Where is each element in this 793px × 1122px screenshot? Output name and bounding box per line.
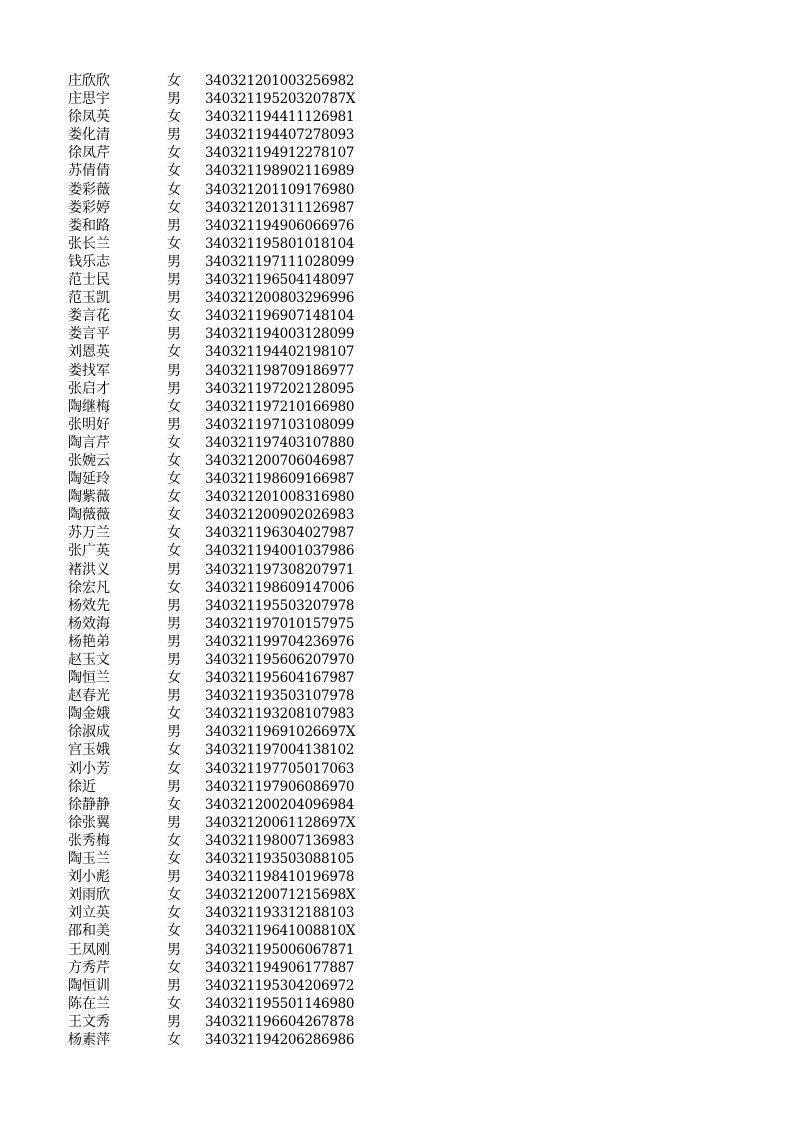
person-id-number: 340321198007136983 [205, 832, 355, 849]
table-row [0, 108, 793, 126]
person-gender: 女 [167, 163, 181, 180]
table-row [0, 90, 793, 108]
person-gender: 女 [167, 145, 181, 162]
person-id-number: 340321195501146980 [205, 995, 355, 1012]
person-id-number: 340321193208107983 [205, 706, 355, 723]
person-name: 刘恩英 [68, 344, 110, 361]
person-name: 张长兰 [68, 235, 110, 252]
table-row [0, 343, 793, 361]
table-row [0, 506, 793, 524]
person-gender: 男 [167, 869, 181, 886]
person-name: 陶薇薇 [68, 507, 110, 524]
person-name: 刘立英 [68, 905, 110, 922]
person-name: 陶金娥 [68, 706, 110, 723]
person-gender: 女 [167, 181, 181, 198]
person-id-number: 340321200204096984 [205, 796, 355, 813]
person-gender: 女 [167, 471, 181, 488]
person-gender: 男 [167, 688, 181, 705]
person-gender: 男 [167, 561, 181, 578]
person-id-number: 340321195503207978 [205, 597, 355, 614]
roster-table [0, 72, 793, 1049]
person-name: 王文秀 [68, 1013, 110, 1030]
person-gender: 女 [167, 525, 181, 542]
person-id-number: 340321197906086970 [205, 778, 355, 795]
person-id-number: 340321197210166980 [205, 398, 355, 415]
person-id-number: 340321198410196978 [205, 869, 355, 886]
person-gender: 女 [167, 959, 181, 976]
person-id-number: 340321201008316980 [205, 489, 355, 506]
table-row [0, 1031, 793, 1049]
person-gender: 女 [167, 760, 181, 777]
table-row [0, 778, 793, 796]
person-name: 娄化清 [68, 127, 110, 144]
person-gender: 女 [167, 796, 181, 813]
person-id-number: 340321194906177887 [205, 959, 355, 976]
table-row [0, 253, 793, 271]
person-gender: 男 [167, 91, 181, 108]
person-name: 徐静静 [68, 796, 110, 813]
person-name: 陶恒训 [68, 977, 110, 994]
person-id-number: 340321197202128095 [205, 380, 355, 397]
table-row [0, 687, 793, 705]
person-id-number: 340321200803296996 [205, 290, 355, 307]
person-name: 娄彩婷 [68, 199, 110, 216]
person-gender: 女 [167, 706, 181, 723]
table-row [0, 922, 793, 940]
person-id-number: 340321196604267878 [205, 1013, 355, 1030]
person-id-number: 340321201311126987 [205, 199, 355, 216]
person-gender: 男 [167, 778, 181, 795]
person-id-number: 340321194407278093 [205, 127, 355, 144]
person-id-number: 340321197403107880 [205, 434, 355, 451]
person-name: 杨效海 [68, 615, 110, 632]
person-id-number: 340321193503107978 [205, 688, 355, 705]
person-id-number: 34032120061128697X [205, 814, 356, 831]
table-row [0, 904, 793, 922]
person-id-number: 340321201003256982 [205, 73, 355, 89]
person-name: 杨艳弟 [68, 633, 110, 650]
person-name: 赵玉文 [68, 652, 110, 668]
person-id-number: 34032119641008810X [205, 923, 356, 940]
person-gender: 女 [167, 308, 181, 325]
person-gender: 女 [167, 905, 181, 922]
person-gender: 女 [167, 199, 181, 216]
table-row [0, 289, 793, 307]
person-name: 娄彩薇 [68, 181, 110, 198]
person-gender: 男 [167, 724, 181, 741]
person-name: 方秀芹 [68, 959, 110, 976]
person-name: 庄思宇 [68, 91, 110, 108]
person-name: 庄欣欣 [68, 73, 110, 89]
person-name: 张婉云 [68, 452, 110, 469]
person-gender: 女 [167, 1031, 181, 1048]
table-row [0, 886, 793, 904]
table-row [0, 271, 793, 289]
person-id-number: 340321196304027987 [205, 525, 355, 542]
person-name: 张广英 [68, 543, 110, 560]
person-id-number: 340321196504148097 [205, 272, 355, 289]
person-gender: 女 [167, 235, 181, 252]
table-row [0, 470, 793, 488]
table-row [0, 217, 793, 235]
person-id-number: 340321197004138102 [205, 742, 355, 759]
person-gender: 男 [167, 272, 181, 289]
person-name: 张秀梅 [68, 832, 110, 849]
table-row [0, 416, 793, 434]
person-gender: 女 [167, 995, 181, 1012]
person-name: 赵春光 [68, 688, 110, 705]
person-name: 陶恒兰 [68, 670, 110, 687]
person-gender: 男 [167, 597, 181, 614]
person-name: 徐近 [68, 778, 96, 795]
person-id-number: 340321197111028099 [205, 253, 355, 270]
person-gender: 男 [167, 615, 181, 632]
table-row [0, 850, 793, 868]
table-row [0, 307, 793, 325]
table-row [0, 597, 793, 615]
person-name: 娄和路 [68, 217, 110, 234]
person-name: 苏万兰 [68, 525, 110, 542]
person-gender: 男 [167, 127, 181, 144]
person-id-number: 340321197705017063 [205, 760, 355, 777]
person-gender: 女 [167, 851, 181, 868]
person-name: 刘小芳 [68, 760, 110, 777]
table-row [0, 434, 793, 452]
table-row [0, 995, 793, 1013]
person-id-number: 34032119520320787X [205, 91, 356, 108]
person-gender: 女 [167, 73, 181, 89]
table-row [0, 977, 793, 995]
person-id-number: 340321198709186977 [205, 362, 355, 379]
person-name: 邵和美 [68, 923, 110, 940]
person-gender: 女 [167, 923, 181, 940]
person-id-number: 340321193312188103 [205, 905, 355, 922]
person-name: 范玉凯 [68, 290, 110, 307]
person-id-number: 340321198902116989 [205, 163, 355, 180]
person-gender: 男 [167, 253, 181, 270]
table-row [0, 796, 793, 814]
person-name: 张明好 [68, 416, 110, 433]
person-name: 宫玉娥 [68, 742, 110, 759]
person-name: 娄言平 [68, 326, 110, 343]
table-row [0, 669, 793, 687]
person-gender: 女 [167, 507, 181, 524]
table-row [0, 488, 793, 506]
person-gender: 男 [167, 416, 181, 433]
table-row [0, 561, 793, 579]
table-row [0, 362, 793, 380]
person-name: 陶延玲 [68, 471, 110, 488]
person-id-number: 340321194906066976 [205, 217, 355, 234]
person-gender: 女 [167, 887, 181, 904]
person-name: 杨效先 [68, 597, 110, 614]
person-id-number: 340321195006067871 [205, 941, 355, 958]
person-gender: 女 [167, 434, 181, 451]
table-row [0, 615, 793, 633]
person-gender: 女 [167, 832, 181, 849]
person-id-number: 340321197010157975 [205, 615, 355, 632]
person-id-number: 340321195606207970 [205, 652, 355, 668]
table-row [0, 1013, 793, 1031]
table-row [0, 832, 793, 850]
person-name: 娄言花 [68, 308, 110, 325]
person-name: 刘小彪 [68, 869, 110, 886]
person-gender: 男 [167, 380, 181, 397]
person-name: 陶言芹 [68, 434, 110, 451]
table-row [0, 723, 793, 741]
person-id-number: 340321194411126981 [205, 109, 355, 126]
person-gender: 女 [167, 344, 181, 361]
person-name: 徐宏凡 [68, 579, 110, 596]
person-gender: 男 [167, 290, 181, 307]
person-id-number: 340321195304206972 [205, 977, 355, 994]
person-name: 陶继梅 [68, 398, 110, 415]
person-gender: 女 [167, 579, 181, 596]
person-id-number: 340321196907148104 [205, 308, 355, 325]
person-gender: 男 [167, 652, 181, 668]
person-id-number: 340321194001037986 [205, 543, 355, 560]
person-id-number: 340321198609147006 [205, 579, 355, 596]
person-id-number: 340321194206286986 [205, 1031, 355, 1048]
person-name: 钱乐志 [68, 253, 110, 270]
person-gender: 男 [167, 1013, 181, 1030]
table-row [0, 705, 793, 723]
table-row [0, 651, 793, 669]
person-name: 陶紫薇 [68, 489, 110, 506]
person-id-number: 340321193503088105 [205, 851, 355, 868]
person-name: 徐凤芹 [68, 145, 110, 162]
person-name: 褚洪义 [68, 561, 110, 578]
person-gender: 男 [167, 977, 181, 994]
person-name: 徐凤英 [68, 109, 110, 126]
table-row [0, 760, 793, 778]
table-row [0, 959, 793, 977]
person-gender: 男 [167, 362, 181, 379]
person-id-number: 340321195604167987 [205, 670, 355, 687]
table-row [0, 452, 793, 470]
table-row [0, 162, 793, 180]
table-row [0, 579, 793, 597]
table-row [0, 199, 793, 217]
person-gender: 女 [167, 109, 181, 126]
person-id-number: 340321200902026983 [205, 507, 355, 524]
person-name: 徐淑成 [68, 724, 110, 741]
person-gender: 男 [167, 941, 181, 958]
table-row [0, 72, 793, 90]
person-name: 娄找军 [68, 362, 110, 379]
table-row [0, 941, 793, 959]
person-id-number: 340321194003128099 [205, 326, 355, 343]
person-name: 杨素萍 [68, 1031, 110, 1048]
person-gender: 女 [167, 489, 181, 506]
person-gender: 女 [167, 670, 181, 687]
table-row [0, 325, 793, 343]
person-id-number: 340321198609166987 [205, 471, 355, 488]
person-gender: 女 [167, 452, 181, 469]
table-row [0, 380, 793, 398]
table-row [0, 868, 793, 886]
person-gender: 男 [167, 217, 181, 234]
person-id-number: 340321201109176980 [205, 181, 355, 198]
table-row [0, 542, 793, 560]
person-name: 苏倩倩 [68, 163, 110, 180]
table-row [0, 181, 793, 199]
person-id-number: 34032119691026697X [205, 724, 356, 741]
person-gender: 女 [167, 398, 181, 415]
person-gender: 男 [167, 633, 181, 650]
person-name: 王凤刚 [68, 941, 110, 958]
table-row [0, 814, 793, 832]
person-id-number: 340321200706046987 [205, 452, 355, 469]
table-row [0, 126, 793, 144]
table-row [0, 633, 793, 651]
person-name: 徐张翼 [68, 814, 110, 831]
person-id-number: 340321194402198107 [205, 344, 355, 361]
table-row [0, 235, 793, 253]
person-id-number: 340321197308207971 [205, 561, 355, 578]
table-row [0, 398, 793, 416]
person-gender: 女 [167, 742, 181, 759]
person-name: 张启才 [68, 380, 110, 397]
person-name: 刘雨欣 [68, 887, 110, 904]
table-row [0, 524, 793, 542]
person-gender: 女 [167, 543, 181, 560]
person-id-number: 34032120071215698X [205, 887, 356, 904]
person-gender: 男 [167, 814, 181, 831]
person-id-number: 340321195801018104 [205, 235, 355, 252]
person-gender: 男 [167, 326, 181, 343]
person-id-number: 340321199704236976 [205, 633, 355, 650]
person-id-number: 340321197103108099 [205, 416, 355, 433]
person-name: 范士民 [68, 272, 110, 289]
person-name: 陈在兰 [68, 995, 110, 1012]
table-row [0, 741, 793, 759]
person-name: 陶玉兰 [68, 851, 110, 868]
table-row [0, 144, 793, 162]
person-id-number: 340321194912278107 [205, 145, 355, 162]
